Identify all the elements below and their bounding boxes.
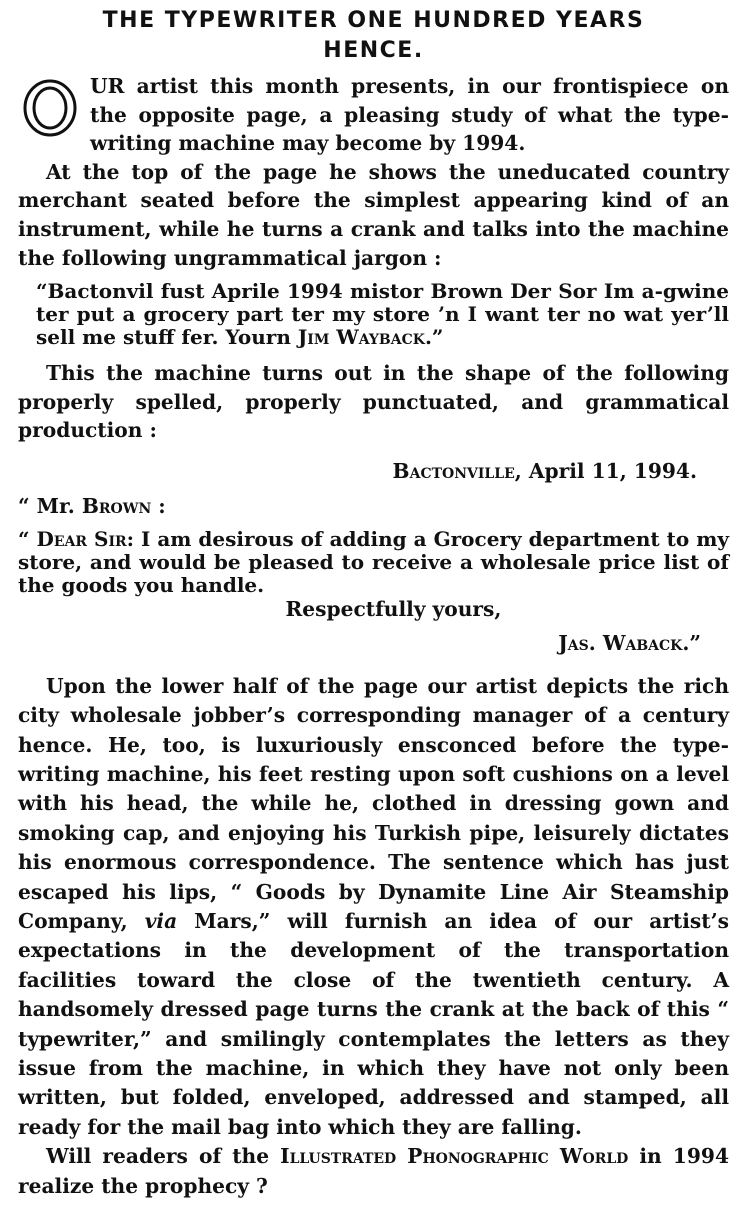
article-page [0, 6, 747, 1206]
salutation-name: Brown [81, 493, 152, 518]
jargon-quote [18, 280, 729, 349]
merchant-paragraph: At the top of the page he shows the uneducated country merchant seated before the simplest appearing kind of an instrument, while he turns a crank and talks into the machine the following ungrammatical jargon : [18, 159, 729, 270]
letter-date: , April 11, 1994. [514, 458, 697, 483]
letter-dateline [18, 457, 729, 486]
letter-salutation [18, 492, 729, 521]
machine-output-paragraph: This the machine turns out in the shape of the following properly spelled, properly punctuated, and grammatical production : [18, 361, 729, 443]
title-line-2: HENCE. [323, 38, 424, 63]
jobber-text-2: Mars,” will furnish an idea of our artist’s expectations in the development of the transportation facilities toward the close of the twentieth century. A handsomely dressed page turns the crank at the back of this “ typewriter,” and smilingly contemplates the letters as they issue from the machine, in which they have not only been written, but folded, enveloped, addressed and stamped, all ready for the mail bag into which they are falling. [18, 908, 729, 1139]
letter-signature [18, 629, 729, 658]
jobber-text-1: Upon the lower half of the page our artist depicts the rich city wholesale jobber’s corresponding manager of a century hence. He, too, is luxuriously ensconced before the type-writing machine, his feet resting upon soft cushions on a level with his head, the while he, clothed in dressing gown and smoking cap, and enjoying his Turkish pipe, leisurely dictates his enormous correspondence. The sentence which has just escaped his lips, “ Goods by Dynamite Line Air Steamship Company, [18, 673, 729, 933]
signature-name: Jas. Waback [558, 631, 683, 656]
letter-place: Bactonville [392, 458, 515, 483]
title-line-1: THE TYPEWRITER ONE HUNDRED YEARS [102, 8, 645, 33]
jargon-text: “Bactonvil fust Aprile 1994 mistor Brown Der Sor Im a-gwine ter put a grocery part ter my store ’n I want ter no wat yer’ll sell me stuff fer. Yourn [36, 279, 729, 350]
journal-name: Illustrated Phonographic World [280, 1144, 629, 1169]
intro-paragraph [18, 72, 729, 158]
prophecy-text-1: Will readers of the [46, 1144, 281, 1169]
dear-sir-open: “ [18, 527, 37, 552]
prophecy-text-2: in 1994 realize the prophecy ? [18, 1144, 729, 1198]
letter-body-text: : I am desirous of adding a Grocery department to my store, and would be pleased to receive a wholesale price list of the goods you handle. [18, 527, 729, 598]
prophecy-paragraph [18, 1142, 729, 1201]
dear-sir: Dear Sir [36, 527, 127, 552]
jobber-paragraph [18, 672, 729, 1143]
salutation-end: : [151, 493, 166, 518]
letter-closing: Respectfully yours, [285, 597, 502, 622]
intro-text: UR artist this month presents, in our frontispiece on the opposite page, a pleasing study of what the type-writing machine may become by 1994. [90, 74, 729, 156]
article-title [18, 6, 729, 66]
signature-end: .” [682, 631, 701, 656]
letter-body [18, 528, 729, 597]
jargon-close: .” [424, 325, 444, 350]
jargon-signature: Jim Wayback [297, 325, 425, 350]
jobber-italic: via [144, 908, 178, 933]
dropcap-o-icon [18, 76, 82, 140]
salutation-prefix: “ Mr. [18, 493, 82, 518]
